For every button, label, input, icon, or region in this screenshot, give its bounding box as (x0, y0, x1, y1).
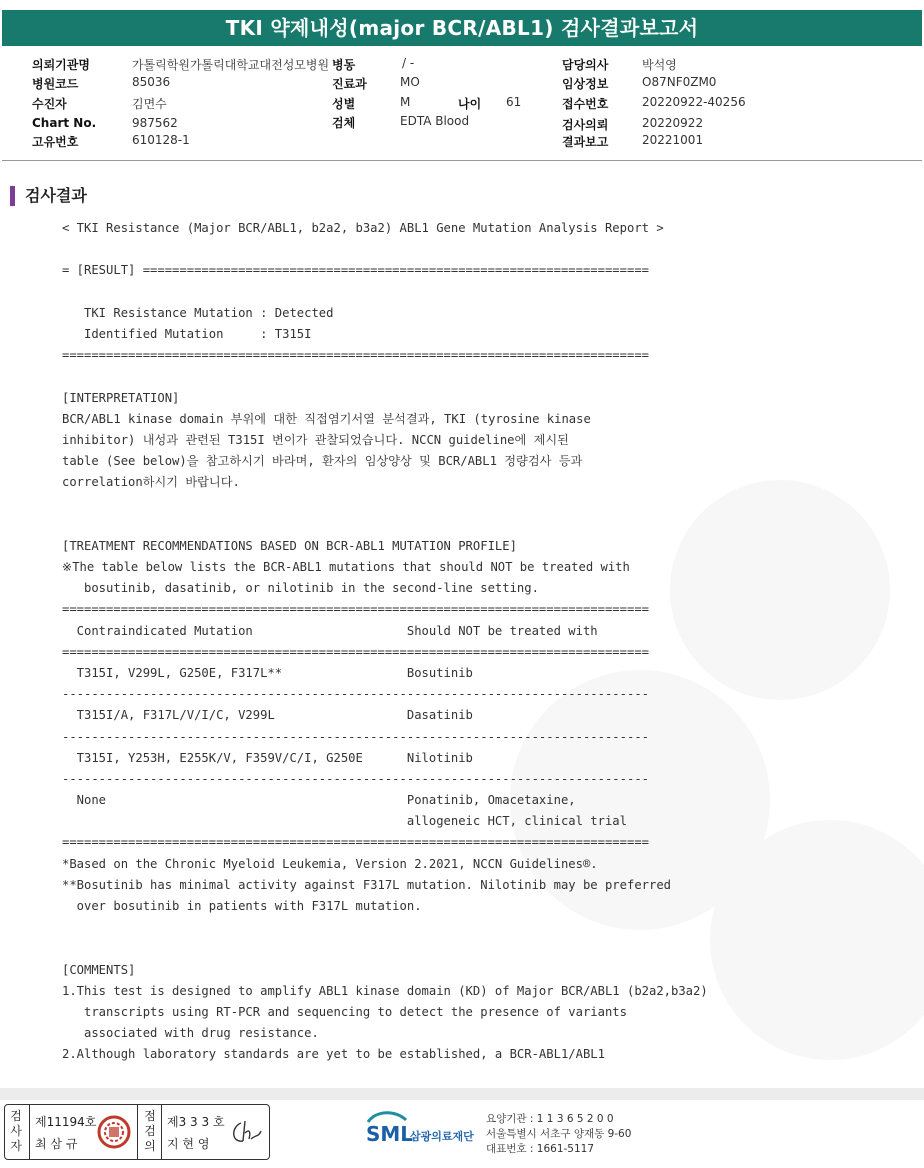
info-label: 의뢰기관명 (32, 58, 90, 72)
reviewer-number: 제3 3 3 호 (167, 1115, 225, 1129)
footer-separator (0, 1088, 924, 1100)
report-line: BCR/ABL1 kinase domain 부위에 대한 직접염기서열 분석결과, TKI (tyrosine kinase (62, 411, 591, 426)
divider (137, 1105, 138, 1159)
info-value: 610128-1 (132, 133, 190, 147)
info-value: 20221001 (642, 133, 704, 147)
report-line: TKI Resistance Mutation : Detected (62, 305, 334, 320)
info-value: 85036 (132, 75, 171, 89)
info-label: 접수번호 (562, 97, 609, 111)
report-line: ================================================================================ (62, 835, 649, 850)
info-label: 검체 (332, 116, 356, 130)
divider (161, 1105, 162, 1159)
divider (29, 1105, 30, 1159)
report-line: associated with drug resistance. (62, 1026, 319, 1041)
info-label: 진료과 (332, 77, 367, 91)
info-value: / - (402, 56, 415, 70)
info-value: 박석영 (642, 58, 677, 72)
report-line: = [RESULT] ===================================================================== (62, 263, 649, 278)
info-value: EDTA Blood (400, 114, 470, 128)
report-line (62, 938, 892, 959)
examiner-label: 검 사 자 (10, 1109, 22, 1153)
organization-block (366, 1110, 924, 1160)
info-value: 987562 (132, 116, 178, 130)
report-line: **Bosutinib has minimal activity against F317L mutation. Nilotinib may be preferred (62, 877, 672, 892)
report-line: ================================================================================ (62, 348, 649, 363)
report-line (62, 515, 892, 536)
info-label: 병동 (332, 58, 356, 72)
address-line: 대표번호 : 1661-5117 (486, 1143, 595, 1155)
sml-logo: SML (366, 1122, 414, 1146)
report-line: *Based on the Chronic Myeloid Leukemia, Version 2.2021, NCCN Guidelines®. (62, 856, 598, 871)
address-line: 요양기관 : 1 1 3 6 5 2 0 0 (486, 1113, 614, 1125)
report-line: ================================================================================ (62, 602, 649, 617)
report-line: transcripts using RT-PCR and sequencing to detect the presence of variants (62, 1004, 627, 1019)
info-label: 수진자 (32, 97, 67, 111)
address-line: 서울특별시 서초구 양재동 9-60 (486, 1128, 632, 1140)
info-value: 가톨릭학원가톨릭대학교대전성모병원 (132, 58, 330, 72)
signature-icon (229, 1117, 265, 1147)
report-line: T315I/A, F317L/V/I/C, V299L Dasatinib (62, 708, 473, 723)
report-line: table (See below)을 참고하시기 바라며, 환자의 임상양상 및 BCR/ABL1 정량검사 등과 (62, 454, 583, 469)
report-line: [COMMENTS] (62, 962, 136, 977)
report-line (62, 493, 892, 514)
reviewer-label: 점 검 의 (144, 1109, 156, 1153)
info-value: O87NF0ZM0 (642, 75, 717, 89)
examiner-number: 제11194호 (35, 1115, 97, 1129)
info-label: 결과보고 (562, 135, 609, 149)
info-label: Chart No. (32, 116, 97, 130)
info-value: MO (400, 75, 420, 89)
report-line: None Ponatinib, Omacetaxine, (62, 793, 576, 808)
report-line: 1.This test is designed to amplify ABL1 kinase domain (KD) of Major BCR/ABL1 (b2a2,b3a2) (62, 983, 708, 998)
examiner-name: 최 삼 규 (35, 1137, 78, 1151)
red-seal-icon (97, 1115, 131, 1149)
report-line: T315I, V299L, G250E, F317L** Bosutinib (62, 665, 473, 680)
info-value: M (400, 95, 411, 109)
report-line: bosutinib, dasatinib, or nilotinib in the second-line setting. (62, 581, 539, 596)
divider (2, 160, 922, 161)
report-line: inhibitor) 내성과 관련된 T315I 변이가 관찰되었습니다. NCCN guideline에 제시된 (62, 432, 569, 447)
report-line: correlation하시기 바랍니다. (62, 475, 240, 490)
info-label: 검사의뢰 (562, 118, 609, 132)
report-line: Identified Mutation : T315I (62, 326, 312, 341)
info-label: 임상정보 (562, 77, 609, 91)
report-line: T315I, Y253H, E255K/V, F359V/C/I, G250E Nilotinib (62, 750, 473, 765)
report-line (62, 239, 892, 260)
report-line: over bosutinib in patients with F317L mutation. (62, 899, 422, 913)
report-line (62, 282, 892, 303)
reviewer-name: 지 현 영 (167, 1137, 210, 1151)
info-label: 담당의사 (562, 58, 609, 72)
report-line: [INTERPRETATION] (62, 390, 180, 405)
logo-arc-icon (366, 1110, 408, 1124)
info-value: 20220922 (642, 116, 704, 130)
age-label: 나이 (458, 97, 482, 111)
report-line: ================================================================================ (62, 644, 649, 659)
report-line: < TKI Resistance (Major BCR/ABL1, b2a2, b3a2) ABL1 Gene Mutation Analysis Report > (62, 221, 664, 235)
report-line: -------------------------------------------------------------------------------- (62, 687, 649, 702)
report-line: 2.Although laboratory standards are yet to be established, a BCR-ABL1/ABL1 (62, 1047, 605, 1062)
signature-box (4, 1104, 270, 1160)
report-line (62, 917, 892, 938)
report-line: allogeneic HCT, clinical trial (62, 814, 627, 829)
report-line: ※The table below lists the BCR-ABL1 mutations that should NOT be treated with (62, 560, 630, 574)
patient-info-block (0, 0, 924, 160)
report-title: TKI 약제내성(major BCR/ABL1) 검사결과보고서 (2, 10, 922, 46)
info-label: 고유번호 (32, 135, 79, 149)
report-line: Contraindicated Mutation Should NOT be treated with (62, 623, 598, 638)
org-address (486, 1112, 631, 1157)
section-title: 검사결과 (10, 186, 87, 206)
report-body (62, 218, 892, 1066)
info-label: 병원코드 (32, 77, 79, 91)
report-line (62, 366, 892, 387)
report-line: [TREATMENT RECOMMENDATIONS BASED ON BCR-ABL1 MUTATION PROFILE] (62, 538, 517, 553)
info-value: 20220922-40256 (642, 95, 746, 109)
org-name: 삼광의료재단 (410, 1130, 474, 1143)
age-value: 61 (506, 95, 522, 109)
report-line: -------------------------------------------------------------------------------- (62, 771, 649, 786)
report-line: -------------------------------------------------------------------------------- (62, 729, 649, 744)
info-value: 김면수 (132, 97, 167, 111)
info-label: 성별 (332, 97, 356, 111)
